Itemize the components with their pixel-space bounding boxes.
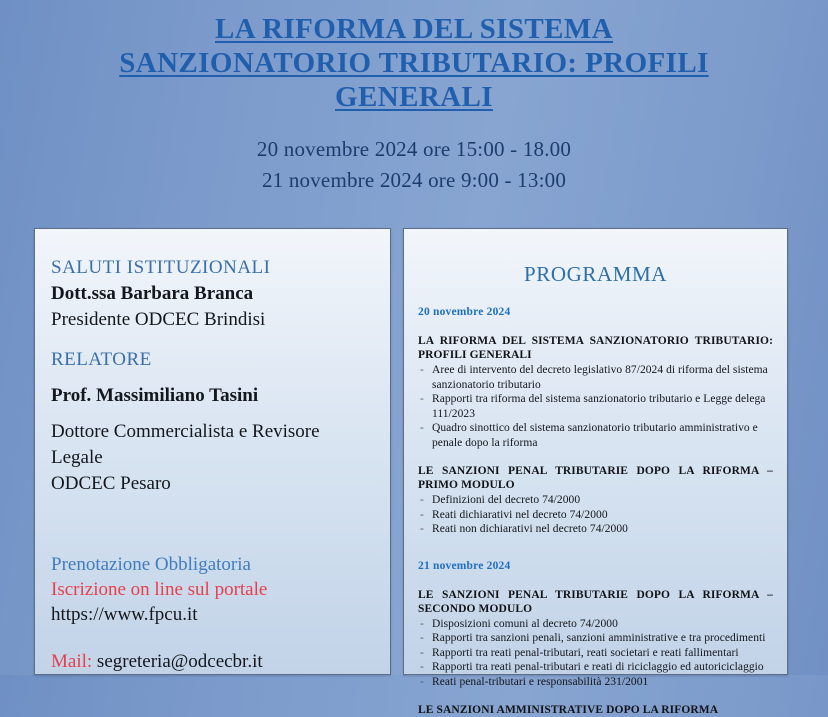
greetings-speaker-name: Dott.ssa Barbara Branca (51, 283, 254, 304)
event-date-line-2: 21 novembre 2024 ore 9:00 - 13:00 (261, 168, 567, 192)
dash-bullet-icon: - (420, 422, 424, 434)
dash-bullet-icon: - (420, 646, 424, 659)
greetings-section-label: SALUTI ISTITUZIONALI (51, 257, 271, 278)
list-item (418, 363, 773, 392)
registration-url[interactable]: https://www.fpcu.it (51, 604, 198, 625)
panels-container (0, 228, 828, 716)
dash-bullet-icon: - (420, 494, 424, 506)
spacer (51, 373, 370, 383)
booking-required-label: Prenotazione Obbligatoria (51, 554, 251, 575)
dash-bullet-icon: - (420, 661, 424, 673)
title-line-3: GENERALI (335, 81, 493, 113)
programme-group-heading: LE SANZIONI PENAL TRIBUTARIE DOPO LA RIFORMA – PRIMO MODULO (418, 465, 773, 491)
programme-group (418, 334, 773, 450)
relatore-section-label: RELATORE (51, 349, 152, 370)
dash-bullet-icon: - (420, 393, 424, 405)
list-item-text: Reati dichiarativi nel decreto 74/2000 (432, 508, 608, 521)
list-item (418, 392, 773, 421)
list-item-text: Disposizioni comuni al decreto 74/2000 (432, 617, 618, 630)
contact-mail-row (51, 649, 376, 674)
dash-bullet-icon: - (420, 617, 424, 630)
list-item-text: Rapporti tra reati penal-tributari, reati societari e reati fallimentari (432, 646, 739, 659)
list-item (418, 508, 773, 523)
list-item (418, 675, 773, 690)
event-date-line-1: 20 novembre 2024 ore 15:00 - 18.00 (256, 137, 572, 161)
spacer (51, 409, 370, 419)
programme-day2-label: 21 novembre 2024 (418, 559, 511, 572)
programme-group-heading: LE SANZIONI AMMINISTRATIVE DOPO LA RIFORMA (418, 704, 719, 716)
booking-online-label: Iscrizione on line sul portale (51, 579, 268, 600)
programme-group-items (418, 617, 773, 690)
relatore-name: Prof. Massimiliano Tasini (51, 385, 259, 406)
mail-label: Mail: (51, 651, 93, 672)
list-item-text: Definizioni del decreto 74/2000 (432, 494, 581, 506)
list-item-text: Reati penal-tributari e responsabilità 231/2001 (432, 675, 649, 688)
programme-day1-label: 20 novembre 2024 (418, 306, 511, 318)
dash-bullet-icon: - (420, 675, 424, 688)
list-item (418, 522, 773, 537)
title-line-2: SANZIONATORIO TRIBUTARIO: PROFILI (119, 47, 709, 79)
list-item-text: Reati non dichiarativi nel decreto 74/2000 (432, 523, 628, 535)
title-line-1: LA RIFORMA DEL SISTEMA (215, 13, 613, 45)
relatore-role-line-2: ODCEC Pesaro (51, 473, 171, 494)
dash-bullet-icon: - (420, 523, 424, 535)
dash-bullet-icon: - (420, 508, 424, 521)
dash-bullet-icon: - (420, 364, 424, 376)
dash-bullet-icon: - (420, 632, 424, 644)
list-item-text: Rapporti tra sanzioni penali, sanzioni amministrative e tra procedimenti (432, 632, 766, 644)
mail-address[interactable]: segreteria@odcecbr.it (92, 651, 263, 672)
list-item (418, 660, 773, 675)
poster-title (0, 0, 828, 114)
programme-group-heading: LA RIFORMA DEL SISTEMA SANZIONATORIO TRIBUTARIO: PROFILI GENERALI (418, 335, 773, 361)
list-item-text: Quadro sinottico del sistema sanzionatorio tributario amministrativo e penale dopo la riforma (432, 422, 758, 449)
speakers-panel (34, 228, 391, 675)
programme-panel (403, 228, 788, 716)
programme-group (418, 464, 773, 537)
registration-block (51, 552, 376, 674)
programme-group-items (418, 363, 773, 450)
programme-group (418, 588, 773, 690)
programme-group-items (418, 493, 773, 537)
list-item (418, 646, 773, 661)
greetings-speaker-role: Presidente ODCEC Brindisi (51, 309, 266, 330)
list-item (418, 493, 773, 508)
list-item (418, 617, 773, 632)
list-item-text: Aree di intervento del decreto legislativo 87/2024 di riforma del sistema sanzionatorio tributario (432, 364, 768, 391)
list-item-text: Rapporti tra reati penal-tributari e reati di riciclaggio ed autoriciclaggio (432, 661, 764, 673)
spacer (51, 333, 370, 347)
list-item-text: Rapporti tra riforma del sistema sanzionatorio tributario e Legge delega 111/2023 (432, 393, 766, 420)
programme-group (418, 703, 773, 717)
list-item (418, 631, 773, 646)
programme-heading: PROGRAMMA (523, 262, 668, 286)
event-dates (0, 134, 828, 196)
programme-group-heading: LE SANZIONI PENAL TRIBUTARIE DOPO LA RIFORMA – SECONDO MODULO (418, 588, 773, 615)
list-item (418, 421, 773, 450)
relatore-role-line-1: Dottore Commercialista e Revisore Legale (51, 421, 320, 468)
